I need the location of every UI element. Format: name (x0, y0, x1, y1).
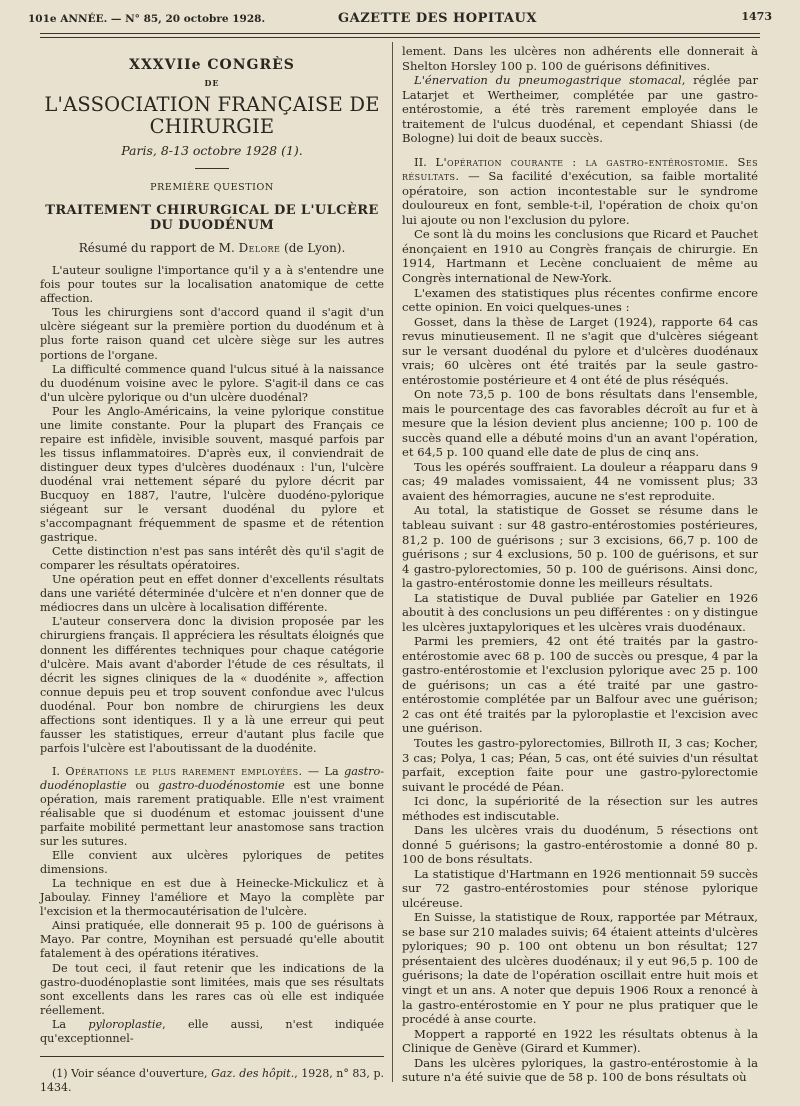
paragraph: On note 73,5 p. 100 de bons résultats dans l'ensemble, mais le pourcentage des cas favorables décroît au fur et à mesure que la lésion devient plus ancienne; 100 p. 100 de succès quand elle a débuté moins d'un an avant l'opération, et 64,5 p. 100 quand elle date de plus de cinq ans. (402, 387, 758, 460)
question-label: PREMIÈRE QUESTION (150, 182, 274, 194)
paragraph (40, 1018, 384, 1046)
journal-title: GAZETTE DES HOPITAUX (338, 11, 537, 26)
paragraph: Dans les ulcères vrais du duodénum, 5 résections ont donné 5 guérisons; la gastro-entérostomie a donné 80 p. 100 de bons résultats. (402, 823, 758, 867)
footnote-text: , 1928, n° 83, p. 1434. (40, 1066, 384, 1094)
paragraph: Ce sont là du moins les conclusions que Ricard et Pauchet énonçaient en 1910 au Congrès français de chirurgie. En 1914, Hartmann et Lecène concluaient de même au Congrès international de New-York. (402, 227, 758, 285)
paragraph: Parmi les premiers, 42 ont été traités par la gastro-entérostomie avec 68 p. 100 de succès ou presque, 4 par la gastro-entérostomie et l'exclusion pylorique avec 25 p. 100 de guérisons; un cas a été traité par une gastro-entérostomie complétée par un Balfour avec une guérison; 2 cas ont été traités par la pyloroplastie et l'excision avec une guérison. (402, 634, 758, 736)
congress-heading: XXXVIIe CONGRÈS (129, 57, 295, 73)
term-italic: L'énervation du pneumogastrique stomacal (414, 73, 682, 88)
heading-de: DE (204, 78, 220, 89)
paragraph: Cette distinction n'est pas sans intérêt dès qu'il s'agit de comparer les résultats opératoires. (40, 545, 384, 573)
article-title: TRAITEMENT CHIRURGICAL DE L'ULCÈRE DU DUODÉNUM (45, 203, 379, 234)
term-italic: pyloroplastie (88, 1017, 163, 1031)
term-italic: gastro-duodénostomie (158, 778, 285, 792)
text: , elle aussi, n'est indiquée qu'exceptionnel- (40, 1017, 384, 1045)
page-number: 1473 (741, 10, 772, 23)
paragraph: Gosset, dans la thèse de Larget (1924), rapporte 64 cas revus minutieusement. Il ne s'agit que d'ulcères siégeant sur le versant duodénal du pylore et d'ulcères duodénaux vrais; 60 ulcères ont été traités par la seule gastro-entérostomie postérieure et 4 ont été de plus réséqués. (402, 314, 758, 387)
section-number: I. (52, 764, 66, 778)
conjunction: ou (126, 778, 159, 792)
paragraph: La technique en est due à Heinecke-Mickulicz et à Jaboulay. Finney l'améliore et Mayo la complète par l'excision et la thermocautérisation de l'ulcère. (40, 877, 384, 919)
section-two-paragraph (402, 155, 758, 228)
paragraph: Dans les ulcères pyloriques, la gastro-entérostomie à la suture n'a été suivie que de 58 p. 100 de bons résultats où (402, 1055, 758, 1085)
paragraph: Tous les chirurgiens sont d'accord quand il s'agit d'un ulcère siégeant sur la première portion du duodénum et à plus forte raison quand cet ulcère siège sur les autres portions de l'organe. (40, 306, 384, 362)
paragraph: lement. Dans les ulcères non adhérents elle donnerait à Shelton Horsley 100 p. 100 de guérisons définitives. (402, 44, 758, 73)
section-one-paragraph (40, 765, 384, 849)
section-dash: — La (302, 764, 345, 778)
author-name: Delore (238, 241, 281, 256)
section-number: II. (414, 154, 436, 169)
paragraph: La statistique d'Hartmann en 1926 mentionnait 59 succès sur 72 gastro-entérostomies pour sténose pylorique ulcéreuse. (402, 866, 758, 910)
paragraph: Toutes les gastro-pylorectomies, Billroth II, 3 cas; Kocher, 3 cas; Polya, 1 cas; Péan, 5 cas, ont été suivies d'un résultat parfait, exception faite pour une gastro-pylorectomie suivant le procédé de Péan. (402, 735, 758, 794)
paragraph: La statistique de Duval publiée par Gatelier en 1926 aboutit à des conclusions un peu différentes : on y distingue les ulcères juxtapyloriques et les ulcères vrais duodénaux. (402, 590, 758, 634)
paragraph: Tous les opérés souffraient. La douleur a réapparu dans 9 cas; 49 malades vomissaient, 44 ne vomissent plus; 33 avaient des hémorragies, aucune ne s'est reproduite. (402, 459, 758, 503)
paragraph: En Suisse, la statistique de Roux, rapportée par Métraux, se base sur 210 malades suivis; 64 étaient atteints d'ulcères pyloriques; 90 p. 100 ont obtenu un bon résultat; 127 présentaient des ulcères duodénaux; il y eut 96,5 p. 100 de guérisons; la date de l'opération oscillait entre huit mois et vingt et un ans. A noter que depuis 1906 Roux a renoncé à la gastro-entérostomie en Y pour ne plus pratiquer que le procédé à anse courte. (402, 910, 758, 1027)
column-separator (392, 42, 393, 1082)
resume-suffix: (de Lyon). (280, 241, 346, 256)
resume-prefix: Résumé du rapport de M. (78, 241, 239, 256)
text: , réglée par Latarjet et Wertheimer, complétée par une gastro-entérostomie, a été très rarement employée dans le traitement de l'ulcus duodénal, et cependant Shiassi (de Bologne) lui doit de beaux succès. (402, 73, 758, 146)
paragraph: Elle convient aux ulcères pyloriques de petites dimensions. (40, 849, 384, 877)
footnote-text: (1) Voir séance d'ouverture, (52, 1066, 212, 1080)
issue-info: 101e ANNÉE. — N° 85, 20 octobre 1928. (28, 13, 266, 25)
footnote (40, 1067, 384, 1095)
header-rule (40, 33, 760, 34)
section-text: est une bonne opération, mais rarement pratiquable. Elle n'est vraiment réalisable que si duodénum et estomac jouissent d'une parfaite mobilité permettant leur anastomose sans traction sur les sutures. (40, 778, 384, 849)
paragraph: La difficulté commence quand l'ulcus situé à la naissance du duodénum voisine avec le pylore. S'agit-il dans ce cas d'un ulcère pylorique ou d'un ulcère duodénal? (40, 362, 384, 404)
running-header (28, 8, 780, 30)
paragraph: De tout ceci, il faut retenir que les indications de la gastro-duodénoplastie sont limitées, mais que ses résultats sont excellents dans les rares cas où elle est indiquée réellement. (40, 961, 384, 1017)
report-summary-line (40, 241, 384, 255)
footnote-rule (40, 1056, 384, 1057)
paragraph: Une opération peut en effet donner d'excellents résultats dans une variété déterminée d'ulcère et n'en donner que de médiocres dans un ulcère à localisation différente. (40, 573, 384, 615)
paragraph: L'auteur souligne l'importance qu'il y a à s'entendre une fois pour toutes sur la localisation anatomique de cette affection. (40, 264, 384, 306)
section-title: Opérations le plus rarement employées. (65, 764, 303, 778)
right-column (402, 44, 758, 1085)
left-column (40, 52, 384, 1095)
paragraph: Ici donc, la supériorité de la résection sur les autres méthodes est indiscutable. (402, 794, 758, 823)
paragraph: L'auteur conservera donc la division proposée par les chirurgiens français. Il appréciera les résultats éloignés que donnent les différentes techniques pour chaque catégorie d'ulcère. Mais avant d'aborder l'étude de ces résultats, il décrit les signes cliniques de la « duodénite », affection connue depuis peu et trop souvent confondue avec l'ulcus duodénal. Pour bon nombre de chirurgiens les deux affections sont identiques. Il y a là une erreur qui peut fausser les statistiques, erreur d'autant plus facile que parfois l'ulcère est l'aboutissant de la duodénite. (40, 615, 384, 755)
section-title: L'opération courante : la gastro-entérostomie. Ses résultats. (402, 154, 758, 184)
paragraph: Moppert a rapporté en 1922 les résultats obtenus à la Clinique de Genève (Girard et Kummer). (402, 1026, 758, 1056)
paragraph: L'examen des statistiques plus récentes confirme encore cette opinion. En voici quelques-unes : (402, 285, 758, 315)
paragraph: Au total, la statistique de Gosset se résume dans le tableau suivant : sur 48 gastro-entérostomies postérieures, 81,2 p. 100 de guérisons ; sur 3 excisions, 66,7 p. 100 de guérisons ; sur 4 exclusions, 50 p. 100 de guérisons, et sur 4 gastro-pylorectomies, 50 p. 100 de guérisons. Ainsi donc, la gastro-entérostomie donne les meilleurs résultats. (402, 503, 758, 591)
term-italic: gastro-duodénoplastie (40, 764, 384, 792)
paragraph: Ainsi pratiquée, elle donnerait 95 p. 100 de guérisons à Mayo. Par contre, Moynihan est persuadé qu'elle aboutit fatalement à des opérations itératives. (40, 919, 384, 961)
text: La (52, 1017, 89, 1031)
section-text: — Sa facilité d'exécution, sa faible mortalité opératoire, son action incontestable sur le syndrome douloureux en font, semble-t-il, l'opération de choix qu'on lui ajoute ou non l'exclusion du pylore. (402, 169, 758, 227)
paragraph: Pour les Anglo-Américains, la veine pylorique constitue une limite constante. Pour la plupart des Français ce repaire est infidèle, invisible souvent, masqué parfois par les tissus inflammatoires. D'après eux, il conviendrait de distinguer deux types d'ulcères duodénaux : l'un, l'ulcère duodénal vrai nettement séparé du pylore décrit par Bucquoy en 1887, l'autre, l'ulcère duodéno-pylorique siégeant sur le versant duodénal du pylore et s'accompagnant fréquemment de spasme et de rétention gastrique. (40, 404, 384, 545)
footnote-source: Gaz. des hôpit. (211, 1066, 295, 1080)
header-rule-thin (40, 37, 760, 38)
association-heading: L'ASSOCIATION FRANÇAISE DE CHIRURGIE (44, 93, 380, 139)
paragraph (402, 73, 758, 146)
title-rule (195, 168, 229, 169)
congress-place-date: Paris, 8-13 octobre 1928 (1). (121, 143, 303, 159)
